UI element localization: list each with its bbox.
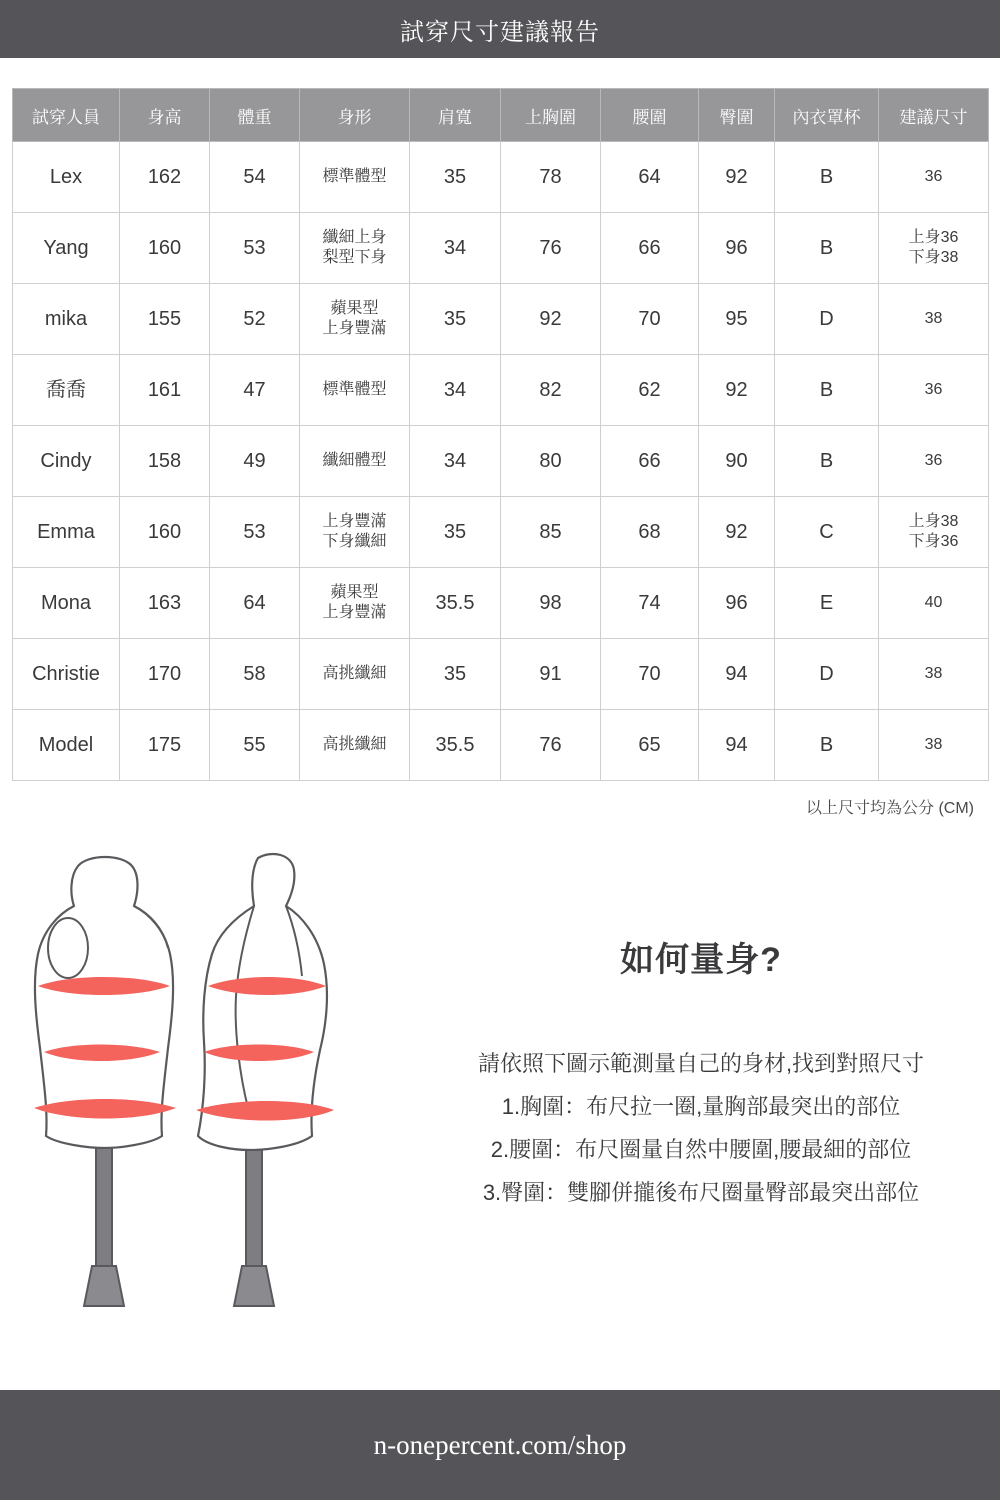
cell-shape: 標準體型 [300, 355, 410, 426]
column-header-waist: 腰圍 [601, 89, 699, 142]
table-row [13, 355, 989, 426]
cell-cup: B [775, 710, 879, 781]
cell-name: Yang [13, 213, 120, 284]
cell-cup: B [775, 355, 879, 426]
cell-hip: 92 [699, 142, 775, 213]
measure-step-1: 1.胸圍：布尺拉一圈,量胸部最突出的部位 [501, 1093, 901, 1119]
page-header [0, 0, 1000, 58]
column-header-name: 試穿人員 [13, 89, 120, 142]
cell-weight: 49 [210, 426, 300, 497]
cell-weight: 52 [210, 284, 300, 355]
cell-shoulder: 35.5 [410, 710, 501, 781]
cell-shape: 高挑纖細 [300, 639, 410, 710]
cell-shoulder: 35.5 [410, 568, 501, 639]
cell-cup: B [775, 213, 879, 284]
measure-instructions [420, 836, 1000, 1396]
cell-weight: 58 [210, 639, 300, 710]
cell-name: Cindy [13, 426, 120, 497]
cell-cup: D [775, 284, 879, 355]
cell-hip: 94 [699, 710, 775, 781]
table-row [13, 213, 989, 284]
cell-waist: 66 [601, 213, 699, 284]
cell-weight: 53 [210, 213, 300, 284]
cell-height: 170 [120, 639, 210, 710]
table-row [13, 568, 989, 639]
cell-height: 161 [120, 355, 210, 426]
cell-height: 162 [120, 142, 210, 213]
column-header-shape: 身形 [300, 89, 410, 142]
cell-bust: 80 [501, 426, 601, 497]
cell-waist: 62 [601, 355, 699, 426]
cell-cup: B [775, 426, 879, 497]
column-header-bust: 上胸圍 [501, 89, 601, 142]
cell-bust: 76 [501, 710, 601, 781]
cell-waist: 66 [601, 426, 699, 497]
table-row [13, 142, 989, 213]
cell-weight: 54 [210, 142, 300, 213]
cell-shoulder: 34 [410, 355, 501, 426]
cell-waist: 68 [601, 497, 699, 568]
size-table [12, 88, 989, 781]
cell-bust: 92 [501, 284, 601, 355]
cell-shape: 上身豐滿 下身纖細 [300, 497, 410, 568]
cell-hip: 92 [699, 355, 775, 426]
cell-recommended-size: 38 [879, 284, 989, 355]
cell-recommended-size: 上身38 下身36 [879, 497, 989, 568]
cell-shoulder: 35 [410, 284, 501, 355]
cell-name: Lex [13, 142, 120, 213]
column-header-weight: 體重 [210, 89, 300, 142]
cell-shape: 纖細上身 梨型下身 [300, 213, 410, 284]
cell-shoulder: 34 [410, 426, 501, 497]
cell-recommended-size: 36 [879, 142, 989, 213]
cell-height: 163 [120, 568, 210, 639]
column-header-cup: 內衣罩杯 [775, 89, 879, 142]
cell-name: mika [13, 284, 120, 355]
table-row [13, 284, 989, 355]
mannequin-diagram-icon [0, 836, 420, 1396]
cell-recommended-size: 36 [879, 426, 989, 497]
measure-step-3: 3.臀圍：雙腳併攏後布尺圈量臀部最突出部位 [482, 1179, 920, 1205]
cell-bust: 76 [501, 213, 601, 284]
cell-cup: E [775, 568, 879, 639]
units-note: 以上尺寸均為公分 (CM) [806, 800, 974, 817]
cell-hip: 95 [699, 284, 775, 355]
cell-cup: C [775, 497, 879, 568]
cell-cup: D [775, 639, 879, 710]
cell-hip: 90 [699, 426, 775, 497]
cell-weight: 47 [210, 355, 300, 426]
cell-height: 160 [120, 213, 210, 284]
cell-cup: B [775, 142, 879, 213]
cell-bust: 91 [501, 639, 601, 710]
cell-shape: 高挑纖細 [300, 710, 410, 781]
size-table-section [0, 58, 1000, 818]
cell-waist: 65 [601, 710, 699, 781]
cell-recommended-size: 38 [879, 710, 989, 781]
cell-shoulder: 35 [410, 639, 501, 710]
cell-waist: 74 [601, 568, 699, 639]
cell-shape: 蘋果型 上身豐滿 [300, 284, 410, 355]
cell-hip: 94 [699, 639, 775, 710]
cell-shape: 纖細體型 [300, 426, 410, 497]
cell-name: Emma [13, 497, 120, 568]
cell-shape: 標準體型 [300, 142, 410, 213]
measure-intro: 請依照下圖示範測量自己的身材,找到對照尺寸 [477, 1051, 925, 1076]
column-header-recommended-size: 建議尺寸 [879, 89, 989, 142]
mannequin-illustration [0, 836, 420, 1396]
how-to-measure-title: 如何量身? [620, 941, 782, 979]
column-header-shoulder: 肩寬 [410, 89, 501, 142]
cell-bust: 82 [501, 355, 601, 426]
cell-bust: 85 [501, 497, 601, 568]
cell-height: 175 [120, 710, 210, 781]
cell-weight: 64 [210, 568, 300, 639]
table-row [13, 710, 989, 781]
cell-waist: 64 [601, 142, 699, 213]
shop-url[interactable]: n-onepercent.com/shop [373, 1429, 627, 1460]
cell-bust: 78 [501, 142, 601, 213]
cell-recommended-size: 上身36 下身38 [879, 213, 989, 284]
table-row [13, 639, 989, 710]
cell-shoulder: 34 [410, 213, 501, 284]
cell-name: 喬喬 [13, 355, 120, 426]
cell-hip: 96 [699, 213, 775, 284]
page-title: 試穿尺寸建議報告 [400, 18, 600, 46]
cell-shoulder: 35 [410, 497, 501, 568]
cell-hip: 92 [699, 497, 775, 568]
cell-name: Mona [13, 568, 120, 639]
cell-height: 158 [120, 426, 210, 497]
table-header-row [13, 89, 989, 142]
cell-recommended-size: 36 [879, 355, 989, 426]
cell-height: 155 [120, 284, 210, 355]
cell-waist: 70 [601, 639, 699, 710]
column-header-height: 身高 [120, 89, 210, 142]
measure-step-2: 2.腰圍：布尺圈量自然中腰圍,腰最細的部位 [490, 1136, 912, 1162]
page-footer [0, 1390, 1000, 1500]
cell-name: Model [13, 710, 120, 781]
cell-hip: 96 [699, 568, 775, 639]
cell-recommended-size: 38 [879, 639, 989, 710]
table-row [13, 426, 989, 497]
table-row [13, 497, 989, 568]
cell-bust: 98 [501, 568, 601, 639]
cell-shape: 蘋果型 上身豐滿 [300, 568, 410, 639]
cell-weight: 53 [210, 497, 300, 568]
cell-shoulder: 35 [410, 142, 501, 213]
cell-weight: 55 [210, 710, 300, 781]
cell-name: Christie [13, 639, 120, 710]
cell-recommended-size: 40 [879, 568, 989, 639]
cell-waist: 70 [601, 284, 699, 355]
cell-height: 160 [120, 497, 210, 568]
column-header-hip: 臀圍 [699, 89, 775, 142]
measure-section [0, 836, 1000, 1396]
